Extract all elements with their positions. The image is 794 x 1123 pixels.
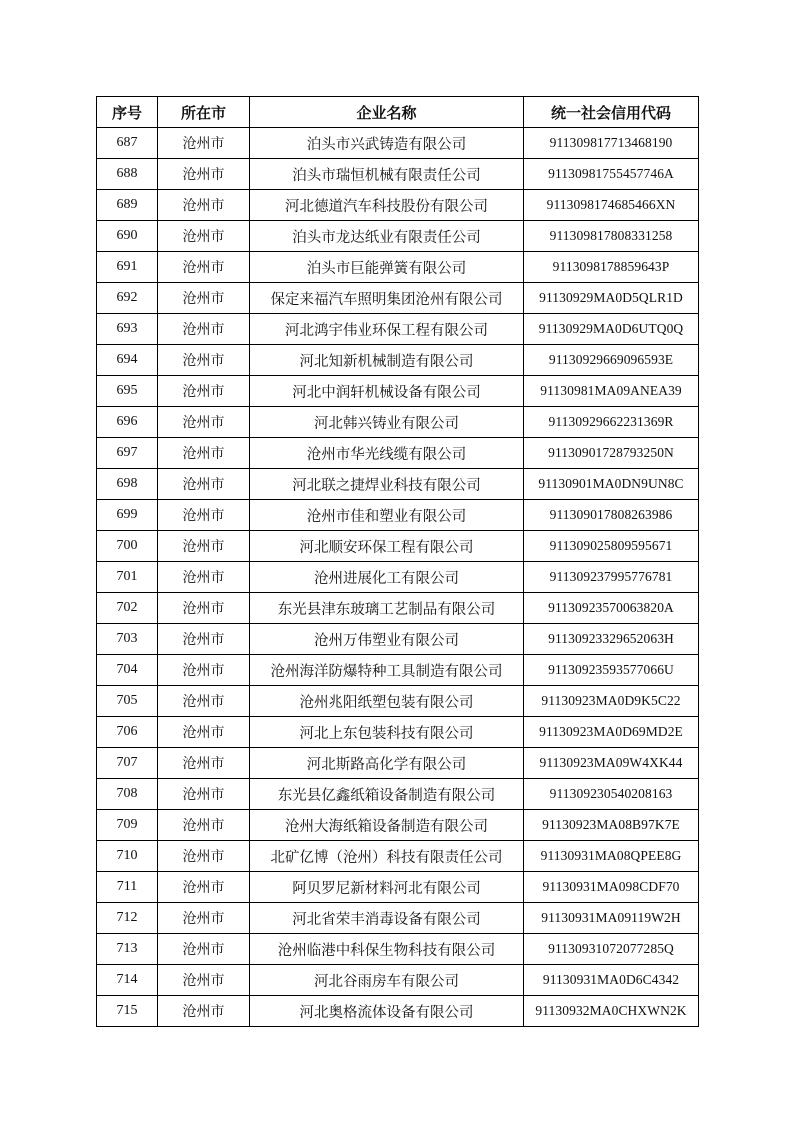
- company-name-cell: 河北上东包装科技有限公司: [250, 717, 524, 748]
- credit-code-cell: 911309025809595671: [524, 531, 699, 562]
- table-row: [97, 314, 699, 345]
- company-name-cell: 泊头市巨能弹簧有限公司: [250, 252, 524, 283]
- table-row: [97, 407, 699, 438]
- credit-code-cell: 911309237995776781: [524, 562, 699, 593]
- city-cell: 沧州市: [158, 159, 250, 190]
- company-name-cell: 河北联之捷焊业科技有限公司: [250, 469, 524, 500]
- company-name-cell: 沧州市华光线缆有限公司: [250, 438, 524, 469]
- table-row: [97, 624, 699, 655]
- company-name-cell: 沧州市佳和塑业有限公司: [250, 500, 524, 531]
- serial-number-cell: 709: [97, 810, 158, 841]
- serial-number-cell: 698: [97, 469, 158, 500]
- company-name-cell: 北矿亿博（沧州）科技有限责任公司: [250, 841, 524, 872]
- credit-code-cell: 911309017808263986: [524, 500, 699, 531]
- credit-code-cell: 91130929662231369R: [524, 407, 699, 438]
- company-name-cell: 泊头市瑞恒机械有限责任公司: [250, 159, 524, 190]
- serial-number-cell: 707: [97, 748, 158, 779]
- serial-number-cell: 694: [97, 345, 158, 376]
- city-cell: 沧州市: [158, 686, 250, 717]
- credit-code-cell: 91130923593577066U: [524, 655, 699, 686]
- city-cell: 沧州市: [158, 655, 250, 686]
- credit-code-cell: 9113098178859643P: [524, 252, 699, 283]
- serial-number-cell: 699: [97, 500, 158, 531]
- city-cell: 沧州市: [158, 779, 250, 810]
- city-cell: 沧州市: [158, 903, 250, 934]
- company-name-cell: 泊头市龙达纸业有限责任公司: [250, 221, 524, 252]
- table-row: [97, 128, 699, 159]
- credit-code-cell: 91130923MA0D69MD2E: [524, 717, 699, 748]
- serial-number-cell: 704: [97, 655, 158, 686]
- table-row: [97, 283, 699, 314]
- table-row: [97, 376, 699, 407]
- table-row: [97, 717, 699, 748]
- table-row: [97, 531, 699, 562]
- city-cell: 沧州市: [158, 345, 250, 376]
- serial-number-cell: 691: [97, 252, 158, 283]
- table-row: [97, 996, 699, 1027]
- company-name-cell: 河北知新机械制造有限公司: [250, 345, 524, 376]
- city-cell: 沧州市: [158, 624, 250, 655]
- company-name-cell: 河北斯路高化学有限公司: [250, 748, 524, 779]
- credit-code-cell: 91130901MA0DN9UN8C: [524, 469, 699, 500]
- serial-number-cell: 688: [97, 159, 158, 190]
- table-row: [97, 779, 699, 810]
- table-row: [97, 841, 699, 872]
- table-row: [97, 190, 699, 221]
- credit-code-cell: 91130923MA08B97K7E: [524, 810, 699, 841]
- serial-number-cell: 711: [97, 872, 158, 903]
- company-name-cell: 沧州海洋防爆特种工具制造有限公司: [250, 655, 524, 686]
- table-row: [97, 345, 699, 376]
- serial-number-cell: 710: [97, 841, 158, 872]
- table-row: [97, 686, 699, 717]
- table-row: [97, 903, 699, 934]
- serial-number-cell: 696: [97, 407, 158, 438]
- credit-code-cell: 911309817713468190: [524, 128, 699, 159]
- table-row: [97, 872, 699, 903]
- company-name-cell: 河北韩兴铸业有限公司: [250, 407, 524, 438]
- table-row: [97, 562, 699, 593]
- credit-code-cell: 91130929MA0D6UTQ0Q: [524, 314, 699, 345]
- serial-number-cell: 706: [97, 717, 158, 748]
- table-row: [97, 593, 699, 624]
- city-cell: 沧州市: [158, 407, 250, 438]
- table-row: [97, 655, 699, 686]
- company-name-cell: 河北鸿宇伟业环保工程有限公司: [250, 314, 524, 345]
- city-cell: 沧州市: [158, 531, 250, 562]
- company-name-cell: 沧州万伟塑业有限公司: [250, 624, 524, 655]
- serial-number-cell: 690: [97, 221, 158, 252]
- serial-number-cell: 714: [97, 965, 158, 996]
- header-credit-code: 统一社会信用代码: [524, 97, 699, 128]
- city-cell: 沧州市: [158, 810, 250, 841]
- enterprise-table: [96, 96, 699, 1027]
- credit-code-cell: 91130923MA09W4XK44: [524, 748, 699, 779]
- serial-number-cell: 712: [97, 903, 158, 934]
- serial-number-cell: 701: [97, 562, 158, 593]
- table-row: [97, 438, 699, 469]
- table-row: [97, 810, 699, 841]
- city-cell: 沧州市: [158, 438, 250, 469]
- company-name-cell: 河北顺安环保工程有限公司: [250, 531, 524, 562]
- credit-code-cell: 9113098174685466XN: [524, 190, 699, 221]
- header-serial-number: 序号: [97, 97, 158, 128]
- city-cell: 沧州市: [158, 252, 250, 283]
- serial-number-cell: 715: [97, 996, 158, 1027]
- credit-code-cell: 91130923570063820A: [524, 593, 699, 624]
- serial-number-cell: 695: [97, 376, 158, 407]
- table-row: [97, 469, 699, 500]
- serial-number-cell: 703: [97, 624, 158, 655]
- city-cell: 沧州市: [158, 469, 250, 500]
- city-cell: 沧州市: [158, 500, 250, 531]
- company-name-cell: 河北德道汽车科技股份有限公司: [250, 190, 524, 221]
- header-city: 所在市: [158, 97, 250, 128]
- city-cell: 沧州市: [158, 190, 250, 221]
- city-cell: 沧州市: [158, 717, 250, 748]
- company-name-cell: 河北省荣丰消毒设备有限公司: [250, 903, 524, 934]
- serial-number-cell: 697: [97, 438, 158, 469]
- table-row: [97, 221, 699, 252]
- company-name-cell: 河北中润轩机械设备有限公司: [250, 376, 524, 407]
- company-name-cell: 泊头市兴武铸造有限公司: [250, 128, 524, 159]
- serial-number-cell: 702: [97, 593, 158, 624]
- credit-code-cell: 91130981755457746A: [524, 159, 699, 190]
- header-company-name: 企业名称: [250, 97, 524, 128]
- city-cell: 沧州市: [158, 221, 250, 252]
- serial-number-cell: 713: [97, 934, 158, 965]
- company-name-cell: 河北谷雨房车有限公司: [250, 965, 524, 996]
- city-cell: 沧州市: [158, 748, 250, 779]
- company-name-cell: 阿贝罗尼新材料河北有限公司: [250, 872, 524, 903]
- company-name-cell: 东光县亿鑫纸箱设备制造有限公司: [250, 779, 524, 810]
- header-row: [97, 97, 699, 128]
- credit-code-cell: 91130931MA09119W2H: [524, 903, 699, 934]
- company-name-cell: 沧州进展化工有限公司: [250, 562, 524, 593]
- credit-code-cell: 91130931MA098CDF70: [524, 872, 699, 903]
- serial-number-cell: 705: [97, 686, 158, 717]
- company-name-cell: 沧州兆阳纸塑包装有限公司: [250, 686, 524, 717]
- city-cell: 沧州市: [158, 965, 250, 996]
- city-cell: 沧州市: [158, 996, 250, 1027]
- credit-code-cell: 91130931MA0D6C4342: [524, 965, 699, 996]
- table-row: [97, 159, 699, 190]
- credit-code-cell: 91130929669096593E: [524, 345, 699, 376]
- serial-number-cell: 693: [97, 314, 158, 345]
- company-name-cell: 东光县津东玻璃工艺制品有限公司: [250, 593, 524, 624]
- company-name-cell: 沧州大海纸箱设备制造有限公司: [250, 810, 524, 841]
- credit-code-cell: 91130901728793250N: [524, 438, 699, 469]
- credit-code-cell: 91130981MA09ANEA39: [524, 376, 699, 407]
- table-row: [97, 500, 699, 531]
- credit-code-cell: 911309230540208163: [524, 779, 699, 810]
- serial-number-cell: 689: [97, 190, 158, 221]
- table-header: [97, 97, 699, 128]
- city-cell: 沧州市: [158, 934, 250, 965]
- credit-code-cell: 91130931MA08QPEE8G: [524, 841, 699, 872]
- table-row: [97, 252, 699, 283]
- serial-number-cell: 708: [97, 779, 158, 810]
- city-cell: 沧州市: [158, 376, 250, 407]
- company-name-cell: 保定来福汽车照明集团沧州有限公司: [250, 283, 524, 314]
- serial-number-cell: 700: [97, 531, 158, 562]
- city-cell: 沧州市: [158, 593, 250, 624]
- city-cell: 沧州市: [158, 872, 250, 903]
- city-cell: 沧州市: [158, 128, 250, 159]
- company-name-cell: 河北奥格流体设备有限公司: [250, 996, 524, 1027]
- credit-code-cell: 91130923MA0D9K5C22: [524, 686, 699, 717]
- city-cell: 沧州市: [158, 841, 250, 872]
- city-cell: 沧州市: [158, 314, 250, 345]
- credit-code-cell: 911309817808331258: [524, 221, 699, 252]
- company-name-cell: 沧州临港中科保生物科技有限公司: [250, 934, 524, 965]
- serial-number-cell: 692: [97, 283, 158, 314]
- table-row: [97, 934, 699, 965]
- credit-code-cell: 91130923329652063H: [524, 624, 699, 655]
- credit-code-cell: 91130929MA0D5QLR1D: [524, 283, 699, 314]
- serial-number-cell: 687: [97, 128, 158, 159]
- city-cell: 沧州市: [158, 562, 250, 593]
- city-cell: 沧州市: [158, 283, 250, 314]
- credit-code-cell: 91130932MA0CHXWN2K: [524, 996, 699, 1027]
- credit-code-cell: 91130931072077285Q: [524, 934, 699, 965]
- table-row: [97, 965, 699, 996]
- table-row: [97, 748, 699, 779]
- table-body: [97, 128, 699, 1027]
